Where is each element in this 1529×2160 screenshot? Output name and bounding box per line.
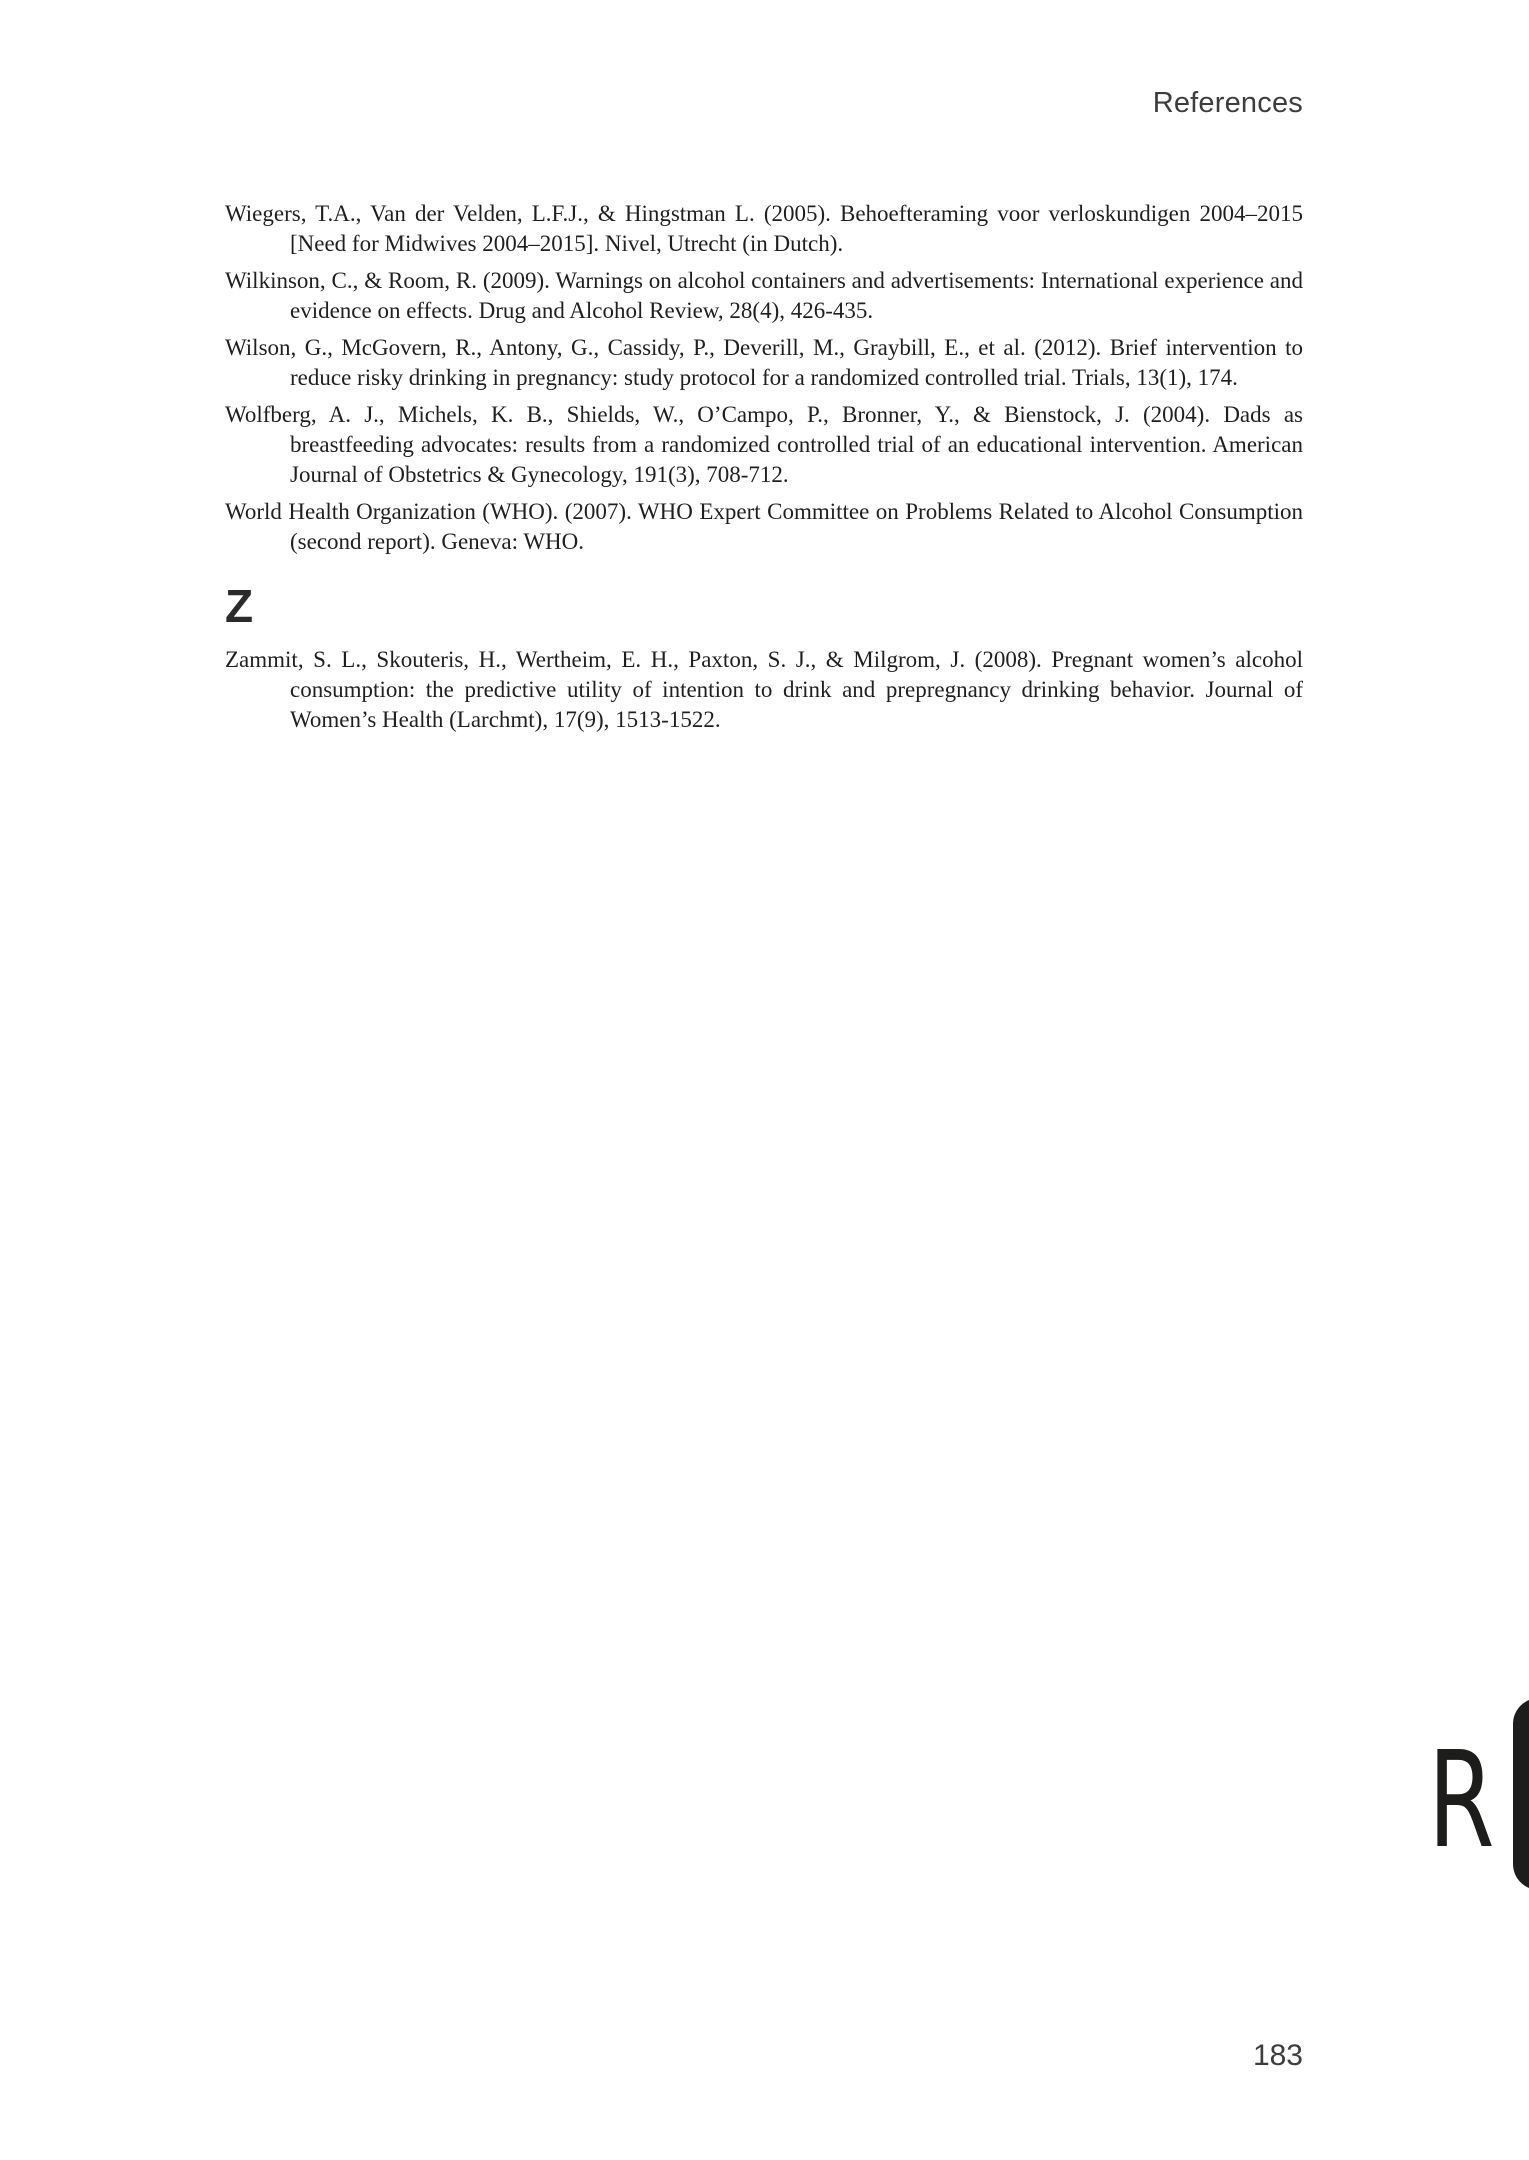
reference-entry: Wolfberg, A. J., Michels, K. B., Shields, W., O’Campo, P., Bronner, Y., & Bienstock, J. (2004). Dads as breastfeeding advocates: results from a randomized controlled trial of an educational intervention. American Journal of Obstetrics & Gynecology, 191(3), 708-712. [225,402,1303,487]
page-number: 183 [1252,2039,1303,2072]
running-header: References [1152,87,1303,119]
reference-entry: Wilkinson, C., & Room, R. (2009). Warnings on alcohol containers and advertisements: International experience and evidence on effects. Drug and Alcohol Review, 28(4), 426-435. [225,268,1303,323]
reference-entry: Wilson, G., McGovern, R., Antony, G., Cassidy, P., Deverill, M., Graybill, E., et al. (2012). Brief intervention to reduce risky drinking in pregnancy: study protocol for a randomized controlled trial. Trials, 13(1), 174. [225,335,1303,390]
chapter-tab-letter: R [1428,1724,1495,1878]
chapter-edge-tab [1513,1698,1529,1890]
references-text-block [225,199,1303,742]
section-letter-heading: Z [225,580,254,632]
reference-entry: Wiegers, T.A., Van der Velden, L.F.J., & Hingstman L. (2005). Behoefteraming voor verloskundigen 2004–2015 [Need for Midwives 2004–2015]. Nivel, Utrecht (in Dutch). [225,201,1303,256]
reference-entry: World Health Organization (WHO). (2007). WHO Expert Committee on Problems Related to Alcohol Consumption (second report). Geneva: WHO. [225,499,1303,554]
reference-entry: Zammit, S. L., Skouteris, H., Wertheim, E. H., Paxton, S. J., & Milgrom, J. (2008). Pregnant women’s alcohol consumption: the predictive utility of intention to drink and prepregnancy drinking behavior. Journal of Women’s Health (Larchmt), 17(9), 1513-1522. [225,647,1303,732]
